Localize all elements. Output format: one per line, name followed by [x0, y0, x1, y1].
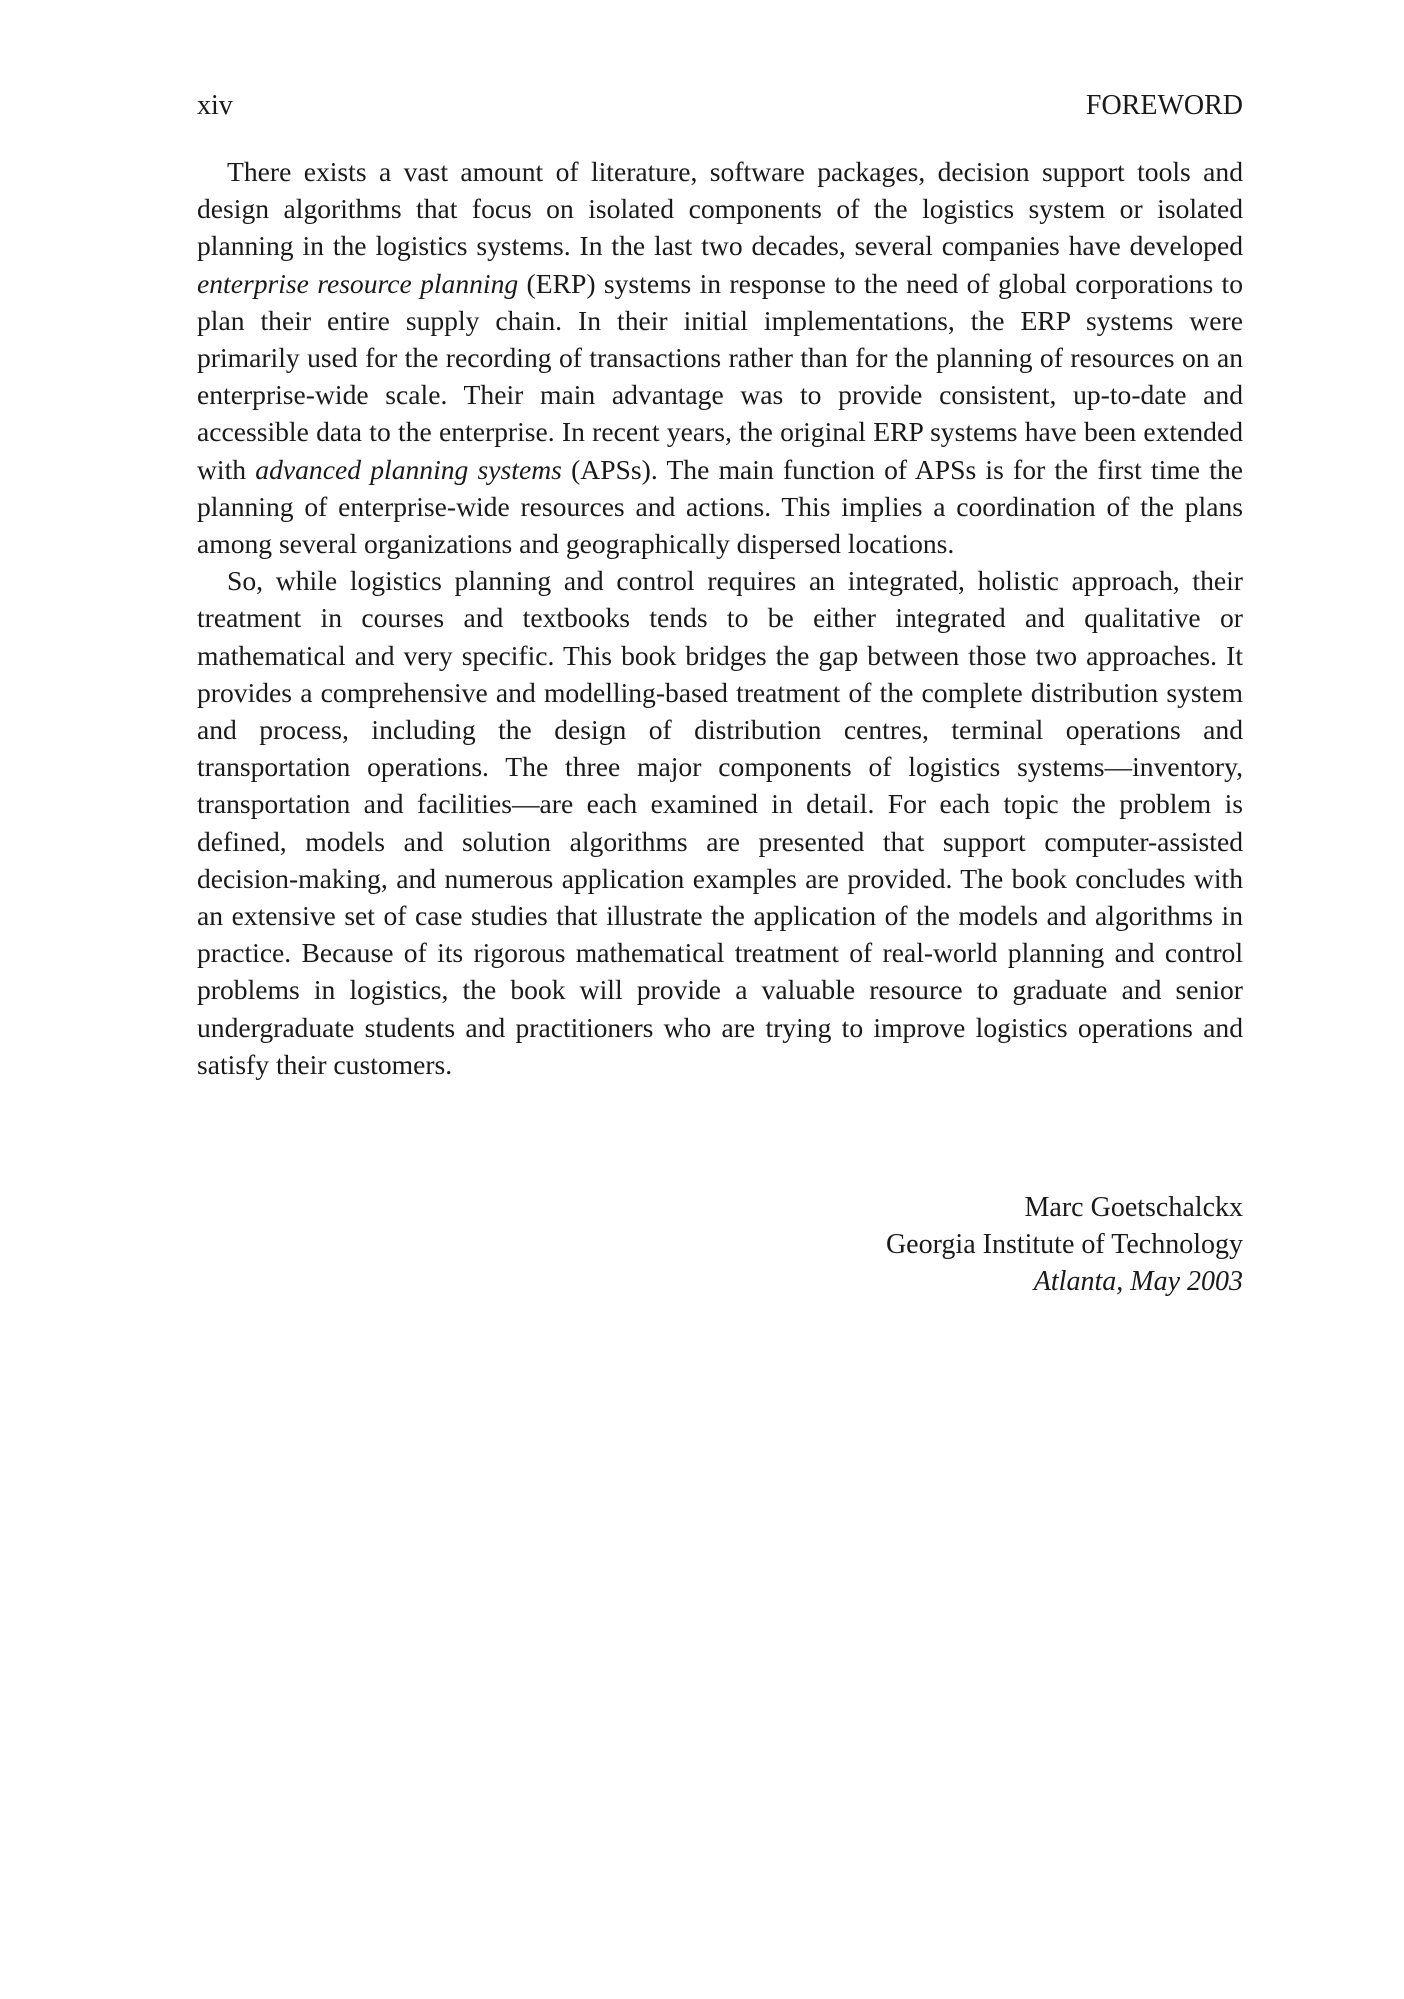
- paragraph-1: [197, 153, 1243, 562]
- paragraph-1-text-b: (ERP) systems in response to the need of global corporations to plan their entire supply chain. In their initial implementations, the ERP systems were primarily used for the recording of transactions rather than for the planning of resources on an enterprise-wide scale. Their main advantage was to provide consistent, up-to-date and accessible data to the enterprise. In recent years, the original ERP systems have been extended with: [197, 267, 1243, 485]
- author-affiliation: Georgia Institute of Technology: [885, 1229, 1243, 1260]
- term-aps: advanced planning systems: [255, 453, 562, 485]
- author-name: Marc Goetschalckx: [1024, 1192, 1243, 1223]
- paragraph-1-text-a: There exists a vast amount of literature, software packages, decision support tools and design algorithms that focus on isolated components of the logistics system or isolated planning in the logistics systems. In the last two decades, several companies have developed: [197, 156, 1243, 262]
- place-date: Atlanta, May 2003: [1033, 1266, 1243, 1297]
- running-head: [197, 88, 1243, 124]
- foreword-body: [197, 153, 1243, 1083]
- term-erp: enterprise resource planning: [197, 267, 519, 299]
- paragraph-2: So, while logistics planning and control requires an integrated, holistic approach, their treatment in courses and textbooks tends to be either integrated and qualitative or mathematical and very specific. This book bridges the gap between those two approaches. It provides a comprehensive and modelling-based treatment of the complete distribution system and process, including the design of distribution centres, terminal operations and transportation operations. The three major components of logistics systems—inventory, transportation and facilities—are each examined in detail. For each topic the problem is defined, models and solution algorithms are presented that support computer-assisted decision-making, and numerous application examples are provided. The book concludes with an extensive set of case studies that illustrate the application of the models and algorithms in practice. Because of its rigorous mathematical treatment of real-world planning and control problems in logistics, the book will provide a valuable resource to graduate and senior undergraduate students and practitioners who are trying to improve logistics operations and satisfy their customers.: [197, 565, 1243, 1080]
- paragraph-1-text-c: (APSs). The main function of APSs is for the first time the planning of enterprise-wide resources and actions. This implies a coordination of the plans among several organizations and geographically dispersed locations.: [197, 453, 1243, 560]
- page-number: xiv: [197, 90, 233, 121]
- signature-block: [197, 1189, 1243, 1300]
- section-title: FOREWORD: [1085, 90, 1243, 121]
